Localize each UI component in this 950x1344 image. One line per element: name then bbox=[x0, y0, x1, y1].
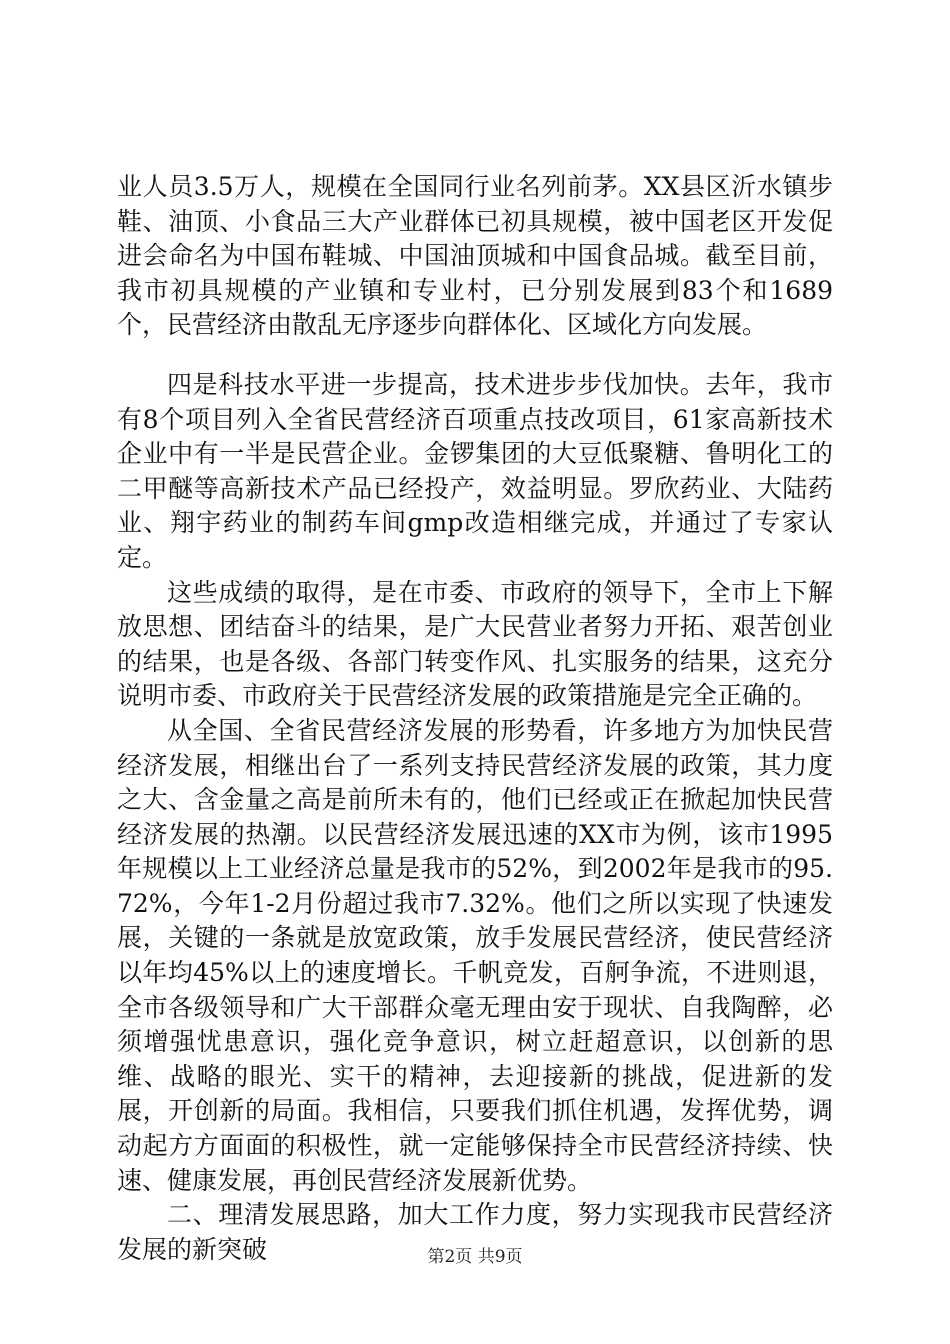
paragraph-situation: 从全国、全省民营经济发展的形势看，许多地方为加快民营经济发展，相继出台了一系列支持民营经济发展的政策，其力度之大、含金量之高是前所未有的，他们已经或正在掀起加快民营经济发展的热潮。以民营经济发展迅速的XX市为例，该市1995年规模以上工业经济总量是我市的52%，到2002年是我市的95.72%，今年1-2月份超过我市7.32%。他们之所以实现了快速发展，关键的一条就是放宽政策，放手发展民营经济，使民营经济以年均45%以上的速度增长。千帆竞发，百舸争流，不进则退，全市各级领导和广大干部群众毫无理由安于现状、自我陶醉，必须增强忧患意识，强化竞争意识，树立赶超意识，以创新的思维、战略的眼光、实干的精神，去迎接新的挑战，促进新的发展，开创新的局面。我相信，只要我们抓住机遇，发挥优势，调动起方方面面的积极性，就一定能够保持全市民营经济持续、快速、健康发展，再创民营经济发展新优势。 bbox=[117, 715, 833, 1195]
paragraph-continuation: 业人员3.5万人，规模在全国同行业名列前茅。XX县区沂水镇步鞋、油顶、小食品三大产业群体已初具规模，被中国老区开发促进会命名为中国布鞋城、中国油顶城和中国食品城。截至目前，我市初具规模的产业镇和专业村，已分别发展到83个和1689个，民营经济由散乱无序逐步向群体化、区域化方向发展。 bbox=[117, 172, 833, 340]
document-body bbox=[117, 170, 833, 1267]
paragraph-tech-progress: 四是科技水平进一步提高，技术进步步伐加快。去年，我市有8个项目列入全省民营经济百项重点技改项目，61家高新技术企业中有一半是民营企业。金锣集团的大豆低聚糖、鲁明化工的二甲醚等高新技术产品已经投产，效益明显。罗欣药业、大陆药业、翔宇药业的制药车间gmp改造相继完成，并通过了专家认定。 bbox=[117, 369, 833, 572]
page-number-footer: 第2页 共9页 bbox=[427, 1247, 523, 1267]
paragraph-achievements: 这些成绩的取得，是在市委、市政府的领导下，全市上下解放思想、团结奋斗的结果，是广大民营业者努力开拓、艰苦创业的结果，也是各级、各部门转变作风、扎实服务的结果，这充分说明市委、市政府关于民营经济发展的政策措施是完全正确的。 bbox=[117, 577, 833, 711]
section-heading: 二、理清发展思路，加大工作力度，努力实现我市民营经济发展的新突破 bbox=[117, 1200, 833, 1264]
